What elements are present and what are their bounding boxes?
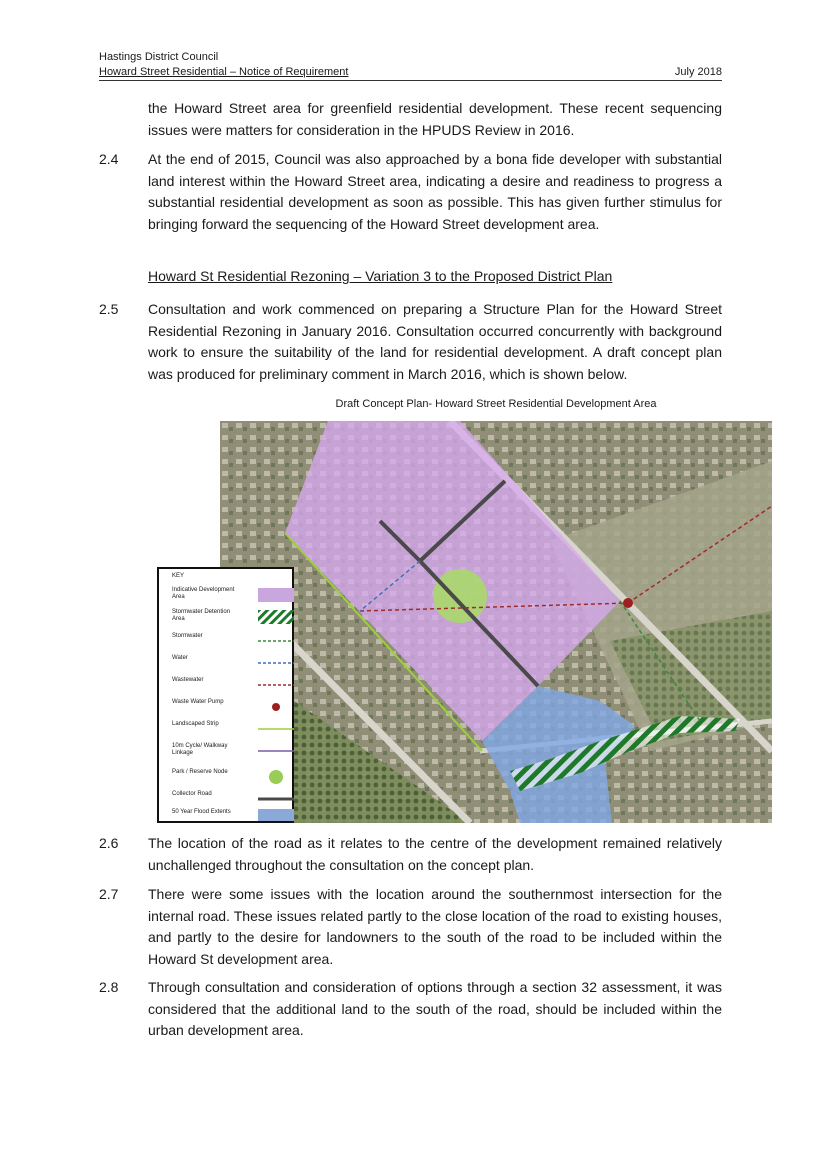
solid-line-icon [258, 721, 294, 737]
key-item [172, 791, 292, 809]
key-item [172, 809, 292, 827]
key-label: Stormwater Detention Area [172, 609, 231, 622]
key-item [172, 609, 292, 627]
key-item [172, 721, 292, 739]
section-paragraph: At the end of 2015, Council was also approached by a bona fide developer with substantial land interest within the Howard Street area, indicating a desire and readiness to progress a substantial residential development as soon as possible. This has given further stimulus for bringing forward the sequencing of the Howard Street development area. [148, 151, 722, 232]
section-paragraph: There were some issues with the location around the southernmost intersection for the internal road. These issues related partly to the close location of the road to existing houses, and partly to the desire for landowners to the south of the road to be included within the Howard St development area. [148, 886, 722, 967]
section-number: 2.7 [99, 886, 119, 902]
waste-water-pump [623, 598, 633, 608]
key-item [172, 587, 292, 605]
purple-fill-icon [258, 587, 294, 603]
key-label: Wastewater [172, 677, 204, 683]
header-document-title: Howard Street Residential – Notice of Requirement [99, 66, 349, 78]
section-paragraph: Consultation and work commenced on preparing a Structure Plan for the Howard Street Residential Rezoning in January 2016. Consultation occurred concurrently with background work to ensure the suitability of the land for residential development. A draft concept plan was produced for preliminary comment in March 2016, which is shown below. [148, 301, 722, 382]
green-hatch-icon [258, 609, 294, 625]
key-label: 10m Cycle/ Walkway Linkage [172, 743, 228, 756]
concept-plan-map [220, 421, 772, 823]
solid-line-icon [258, 743, 294, 759]
header-line [99, 65, 722, 81]
key-item [172, 769, 292, 787]
key-item [172, 655, 292, 673]
green-circle-icon [258, 769, 294, 785]
section-number: 2.8 [99, 979, 119, 995]
key-label: Indicative Development Area [172, 587, 235, 600]
intro-paragraph: the Howard Street area for greenfield residential development. These recent sequencing issues were matters for consideration in the HPUDS Review in 2016. [148, 100, 722, 138]
key-title: KEY [172, 573, 185, 579]
dot-icon [258, 699, 294, 715]
key-label: Landscaped Strip [172, 721, 219, 727]
key-item [172, 743, 292, 761]
section-number: 2.6 [99, 835, 119, 851]
blue-fill-icon [258, 809, 294, 825]
key-item [172, 633, 292, 651]
section-paragraph: The location of the road as it relates to the centre of the development remained relatively unchallenged throughout the consultation on the concept plan. [148, 835, 722, 873]
dashed-line-icon [258, 677, 294, 693]
dashed-line-icon [258, 655, 294, 671]
key-item [172, 699, 292, 717]
map-key [157, 567, 294, 823]
key-label: Park / Reserve Node [172, 769, 228, 775]
key-label: Collector Road [172, 791, 212, 797]
park-reserve-node [433, 569, 487, 623]
key-label: 50 Year Flood Extents [172, 809, 231, 815]
header-organisation: Hastings District Council [99, 51, 219, 63]
header-date: July 2018 [674, 66, 722, 78]
section-number: 2.5 [99, 301, 119, 317]
key-label: Waste Water Pump [172, 699, 224, 705]
key-item [172, 677, 292, 695]
key-label: Stormwater [172, 633, 203, 639]
dashed-line-icon [258, 633, 294, 649]
figure-title: Draft Concept Plan- Howard Street Residential Development Area [335, 398, 657, 410]
section-paragraph: Through consultation and consideration of options through a section 32 assessment, it was considered that the additional land to the south of the road, should be included within the urban development area. [148, 979, 722, 1038]
section-subheading: Howard St Residential Rezoning – Variation 3 to the Proposed District Plan [148, 268, 613, 284]
key-label: Water [172, 655, 188, 661]
section-number: 2.4 [99, 151, 119, 167]
thick-line-icon [258, 791, 294, 807]
